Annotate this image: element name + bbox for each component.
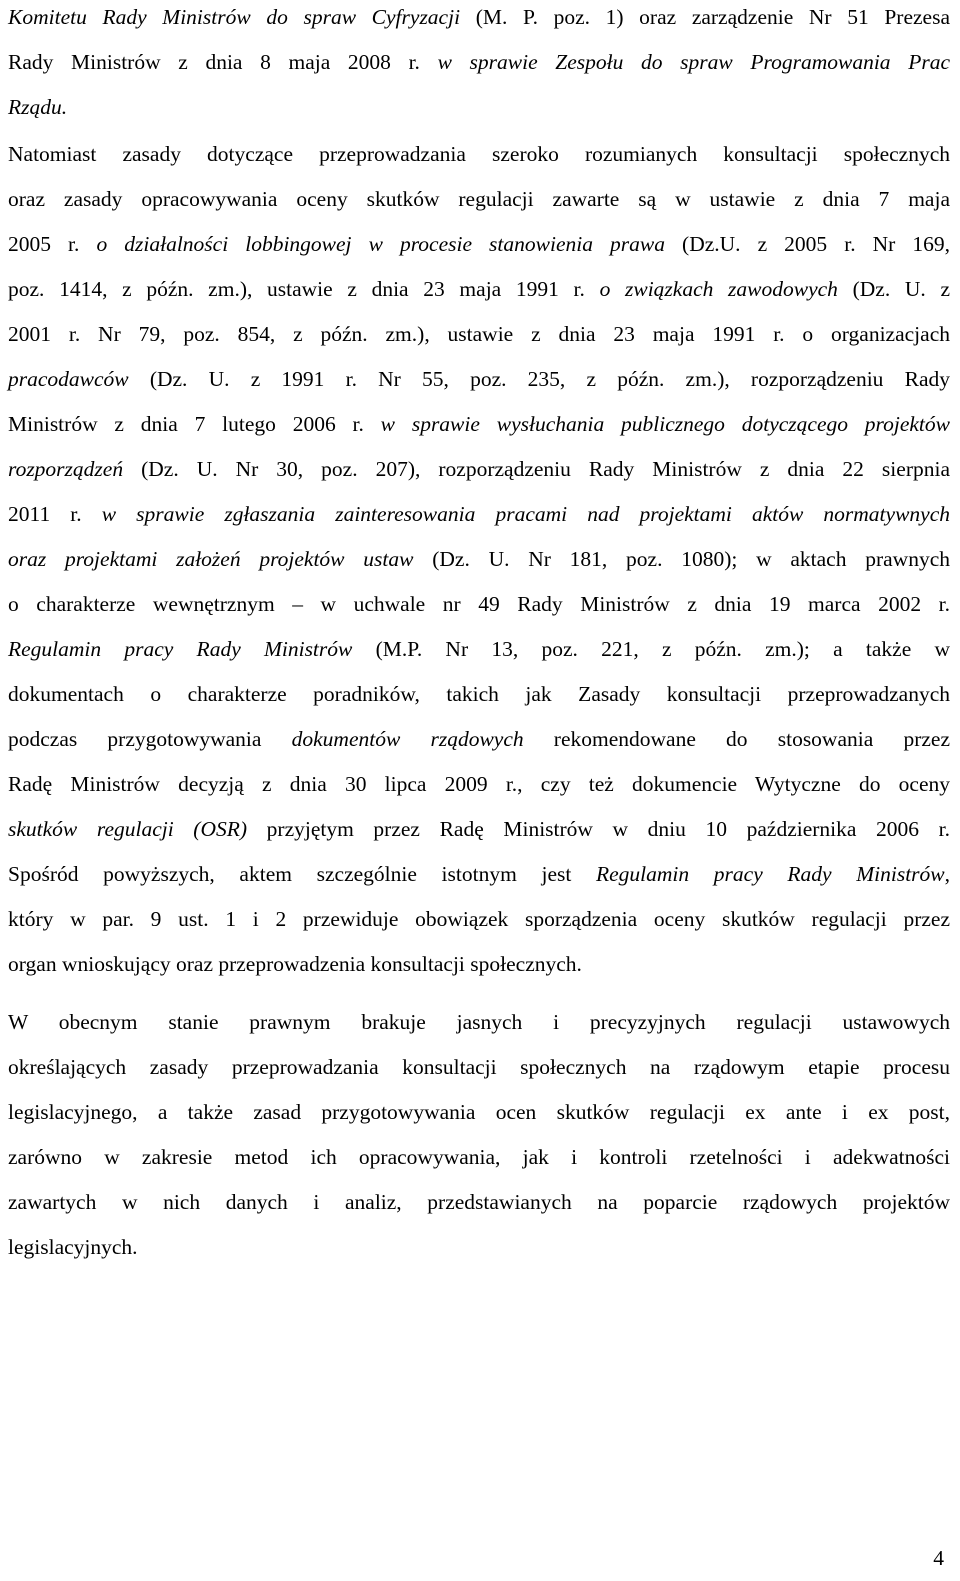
- text-run: o charakterze wewnętrznym – w uchwale nr 49 Rady Ministrów z dnia 19 marca 2002 r.: [8, 592, 950, 616]
- text-run: legislacyjnych.: [8, 1235, 138, 1259]
- text-run: (M. P. poz. 1) oraz zarządzenie Nr 51 Prezesa: [460, 5, 951, 29]
- text-line: [8, 362, 950, 396]
- text-line: [8, 677, 950, 711]
- text-line: [8, 407, 950, 441]
- text-run: zawartych w nich danych i analiz, przedstawianych na poparcie rządowych projektów: [8, 1190, 950, 1214]
- text-line: [8, 317, 950, 351]
- text-run: poz. 1414, z późn. zm.), ustawie z dnia 23 maja 1991 r.: [8, 277, 600, 301]
- text-run: rekomendowane do stosowania przez: [523, 727, 950, 751]
- text-run: (Dz.U. z 2005 r. Nr 169,: [664, 232, 950, 256]
- text-run: dokumentach o charakterze poradników, takich jak Zasady konsultacji przeprowadzanych: [8, 682, 950, 706]
- text-run: ,: [944, 862, 950, 886]
- text-run: Radę Ministrów decyzją z dnia 30 lipca 2009 r., czy też dokumencie Wytyczne do oceny: [8, 772, 950, 796]
- text-line: [8, 722, 950, 756]
- text-line: [8, 767, 950, 801]
- text-line: [8, 1140, 950, 1174]
- text-line: [8, 947, 950, 981]
- italic-text-run: w sprawie wysłuchania publicznego dotyczącego projektów: [380, 412, 950, 436]
- text-line: [8, 452, 950, 486]
- italic-text-run: oraz projektami założeń projektów ustaw: [8, 547, 414, 571]
- text-run: (M.P. Nr 13, poz. 221, z późn. zm.); a także w: [352, 637, 950, 661]
- text-run: (Dz. U. z 1991 r. Nr 55, poz. 235, z późn. zm.), rozporządzeniu Rady: [128, 367, 950, 391]
- text-run: przyjętym przez Radę Ministrów w dniu 10 października 2006 r.: [247, 817, 951, 841]
- text-run: oraz zasady opracowywania oceny skutków regulacji zawarte są w ustawie z dnia 7 maja: [8, 187, 950, 211]
- text-line: [8, 812, 950, 846]
- text-run: 2001 r. Nr 79, poz. 854, z późn. zm.), ustawie z dnia 23 maja 1991 r. o organizacjach: [8, 322, 950, 346]
- text-line: [8, 1095, 950, 1129]
- text-run: (Dz. U. Nr 30, poz. 207), rozporządzeniu Rady Ministrów z dnia 22 sierpnia: [123, 457, 950, 481]
- text-line: [8, 1185, 950, 1219]
- text-line: [8, 45, 950, 79]
- text-line: [8, 1050, 950, 1084]
- text-line: [8, 542, 950, 576]
- italic-text-run: o działalności lobbingowej w procesie stanowienia prawa: [96, 232, 665, 256]
- text-line: [8, 90, 950, 124]
- page-number: 4: [933, 1546, 944, 1570]
- italic-text-run: w sprawie zgłaszania zainteresowania pracami nad projektami aktów normatywnych: [101, 502, 950, 526]
- text-run: legislacyjnego, a także zasad przygotowywania ocen skutków regulacji ex ante i ex post,: [8, 1100, 950, 1124]
- italic-text-run: Regulamin pracy Rady Ministrów: [8, 637, 353, 661]
- text-line: [8, 632, 950, 666]
- italic-text-run: Komitetu Rady Ministrów do spraw Cyfryzacji: [8, 5, 461, 29]
- italic-text-run: w sprawie Zespołu do spraw Programowania Prac: [437, 50, 950, 74]
- text-line: [8, 497, 950, 531]
- text-run: zarówno w zakresie metod ich opracowywania, jak i kontroli rzetelności i adekwatności: [8, 1145, 950, 1169]
- text-line: [8, 227, 950, 261]
- text-line: [8, 272, 950, 306]
- text-run: 2005 r.: [8, 232, 97, 256]
- text-line: [8, 182, 950, 216]
- text-line: [8, 587, 950, 621]
- text-run: który w par. 9 ust. 1 i 2 przewiduje obowiązek sporządzenia oceny skutków regulacji przez: [8, 907, 950, 931]
- text-run: podczas przygotowywania: [8, 727, 292, 751]
- italic-text-run: Rządu.: [8, 95, 68, 119]
- text-line: [8, 0, 950, 34]
- italic-text-run: Regulamin pracy Rady Ministrów: [595, 862, 945, 886]
- text-line: [8, 1230, 950, 1264]
- text-run: W obecnym stanie prawnym brakuje jasnych i precyzyjnych regulacji ustawowych: [8, 1010, 950, 1034]
- text-run: (Dz. U. z: [837, 277, 950, 301]
- text-run: (Dz. U. Nr 181, poz. 1080); w aktach prawnych: [413, 547, 950, 571]
- italic-text-run: rozporządzeń: [8, 457, 124, 481]
- text-run: organ wnioskujący oraz przeprowadzenia konsultacji społecznych.: [8, 952, 582, 976]
- text-run: Natomiast zasady dotyczące przeprowadzania szeroko rozumianych konsultacji społecznych: [8, 142, 950, 166]
- italic-text-run: o związkach zawodowych: [599, 277, 838, 301]
- italic-text-run: dokumentów rządowych: [291, 727, 524, 751]
- text-run: Spośród powyższych, aktem szczególnie istotnym jest: [8, 862, 596, 886]
- text-run: określających zasady przeprowadzania konsultacji społecznych na rządowym etapie procesu: [8, 1055, 950, 1079]
- text-run: 2011 r.: [8, 502, 102, 526]
- italic-text-run: pracodawców: [8, 367, 129, 391]
- text-line: [8, 902, 950, 936]
- text-run: Rady Ministrów z dnia 8 maja 2008 r.: [8, 50, 438, 74]
- text-line: [8, 857, 950, 891]
- text-line: [8, 137, 950, 171]
- text-line: [8, 1005, 950, 1039]
- italic-text-run: skutków regulacji (OSR): [8, 817, 248, 841]
- text-run: Ministrów z dnia 7 lutego 2006 r.: [8, 412, 381, 436]
